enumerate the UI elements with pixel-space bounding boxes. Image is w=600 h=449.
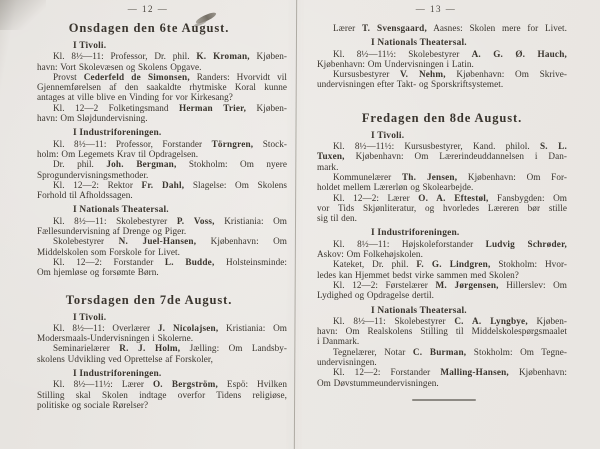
schedule-line: Lærer T. Svensgaard, Aasnes: Skolen mere for Livet. bbox=[333, 23, 567, 33]
schedule-line: undervisningen efter Takt- og Sporskriftsystemet. bbox=[317, 79, 504, 90]
day-heading: Fredagen den 8de August. bbox=[361, 110, 523, 125]
schedule-line: vor Tids Skjønliteratur, og hvorledes Læreren bør stille bbox=[317, 202, 567, 213]
schedule-line: sig til den. bbox=[317, 213, 357, 224]
schedule-line: Kl. 8½—11: Professor, Forstander Törngren, Stock- bbox=[53, 138, 287, 149]
page-left bbox=[37, 0, 287, 449]
schedule-line: Kl. 12—2: Forstander L. Budde, Holsteinsminde: bbox=[53, 256, 287, 267]
page-number-right: — 13 — bbox=[415, 4, 457, 14]
schedule-line: Kl. 12—2: Forstander Malling-Hansen, Kjøbenhavn: bbox=[333, 367, 567, 378]
schedule-line: Kommunelærer Th. Jensen, Kjøbenhavn: Om For- bbox=[333, 171, 567, 182]
schedule-line: havn: Om Sløjdundervisning. bbox=[37, 113, 148, 124]
schedule-line: Dr. phil. Joh. Bergman, Stokholm: Om nyere bbox=[53, 159, 287, 170]
schedule-line: Kl. 8½—11½: Skolebestyrer A. G. Ø. Hauch, bbox=[333, 48, 567, 59]
page-fold-gutter bbox=[294, 0, 297, 449]
venue-heading: I Tivoli. bbox=[73, 41, 107, 51]
schedule-line: antages at ville blive en Vinding for vor Kirkesang? bbox=[37, 92, 233, 103]
schedule-line: Kl. 12—2 Folketingsmand Herman Trier, Kjøben- bbox=[53, 102, 287, 113]
schedule-line: Kateket, Dr. phil. F. G. Lindgren, Stokholm: Hvor- bbox=[333, 259, 567, 270]
schedule-line: mark. bbox=[317, 161, 339, 172]
schedule-line: Tuxen, Kjøbenhavn: Om Lærerindeuddannelsen i Dan- bbox=[317, 151, 567, 162]
schedule-line: Sprogundervisningsmethoder. bbox=[37, 169, 149, 180]
schedule-line: Forhold til Afholdssagen. bbox=[37, 190, 133, 201]
schedule-line: i Danmark. bbox=[317, 336, 360, 347]
schedule-line: Skolebestyrer N. Juel-Hansen, Kjøbenhavn: Om bbox=[53, 236, 287, 247]
page-number-left: — 12 — bbox=[127, 4, 169, 14]
venue-heading: I Industriforeningen. bbox=[371, 228, 460, 239]
schedule-line: ledes kan Hjemmet bedst virke sammen med Skolen? bbox=[317, 269, 519, 280]
schedule-line: Modersmaals-Undervisningen i Skolerne. bbox=[37, 333, 194, 344]
schedule-line: Gjennemførelsen af den saakaldte rhytmiske Koral kunne bbox=[37, 82, 287, 93]
schedule-line: Kl. 12—2: Lærer O. A. Eftestøl, Fansbygden: Om bbox=[333, 192, 567, 203]
schedule-line: Kl. 12—2: Førstelærer M. Jørgensen, Hillerslev: Om bbox=[333, 279, 567, 290]
schedule-line: Kl. 8½—11: Overlærer J. Nicolajsen, Kristiania: Om bbox=[53, 322, 287, 333]
page-right bbox=[317, 0, 567, 449]
schedule-line: Kursusbestyrer V. Nehm, Kjøbenhavn: Om Skrive- bbox=[333, 69, 567, 80]
schedule-line: Kl. 8½—11½: Kursusbestyrer, Kand. philol. S. L. bbox=[333, 141, 567, 152]
schedule-line: Tegnelærer, Notar C. Burman, Stokholm: Om Tegne- bbox=[333, 346, 567, 357]
schedule-line: undervisningen. bbox=[317, 357, 377, 368]
schedule-line: Kl. 8½—11½: Lærer O. Bergström, Espö: Hvilken bbox=[53, 379, 287, 390]
schedule-line: skolens Udvikling ved Oprettelse af Forskoler, bbox=[37, 353, 213, 364]
schedule-line: holdet mellem Lærerløn og Skolearbejde. bbox=[317, 182, 474, 193]
schedule-line: Seminarielærer R. J. Holm, Jælling: Om Landsby- bbox=[53, 343, 287, 354]
schedule-line: havn: Om Realskolens Stilling til Middelskolespørgsmaalet bbox=[317, 326, 567, 337]
schedule-line: Kl. 12—2: Rektor Fr. Dahl, Slagelse: Om Skolens bbox=[53, 179, 287, 190]
section-end-divider bbox=[412, 399, 476, 401]
schedule-line: Lydighed og Opdragelse dertil. bbox=[317, 290, 435, 301]
schedule-line: Om hjemløse og forsømte Børn. bbox=[37, 267, 159, 278]
schedule-line: Om Døvstummeundervisningen. bbox=[317, 377, 439, 388]
venue-heading: I Nationals Theatersal. bbox=[371, 38, 467, 49]
schedule-line: Kl. 8½—11: Skolebestyrer C. A. Lyngbye, Kjøben- bbox=[333, 315, 567, 326]
schedule-line: holm: Om Legemets Krav til Opdragelsen. bbox=[37, 148, 199, 159]
schedule-line: Kl. 8½—11: Professor, Dr. phil. K. Kroman, Kjøben- bbox=[53, 51, 287, 62]
day-heading: Torsdagen den 7de August. bbox=[65, 292, 233, 307]
schedule-line: Stilling skal Skolen indtage overfor Tidens religiøse, bbox=[37, 389, 287, 400]
venue-heading: I Industriforeningen. bbox=[73, 369, 162, 380]
schedule-line: Kl. 8½—11: Skolebestyrer P. Voss, Kristiania: Om bbox=[53, 215, 287, 226]
day-heading: Onsdagen den 6te August. bbox=[68, 21, 230, 35]
schedule-line: Middelskolen som Forskole for Livet. bbox=[37, 246, 180, 257]
venue-heading: I Tivoli. bbox=[371, 130, 405, 141]
schedule-line: havn: Vort Skolevæsen og Skolens Opgave. bbox=[37, 61, 202, 72]
schedule-line: Kl. 8½—11: Højskoleforstander Ludvig Schrøder, bbox=[333, 238, 567, 249]
venue-heading: I Industriforeningen. bbox=[73, 128, 162, 139]
schedule-line: politiske og sociale Rørelser? bbox=[37, 399, 149, 410]
venue-heading: I Nationals Theatersal. bbox=[371, 305, 467, 316]
schedule-line: Askov: Om Folkehøjskolen. bbox=[317, 249, 423, 260]
schedule-line: Fællesundervisning af Drenge og Piger. bbox=[37, 226, 187, 237]
schedule-line: Provst Cederfeld de Simonsen, Randers: Hvorvidt vil bbox=[53, 71, 287, 82]
schedule-line: Kjøbenhavn: Om Undervisningen i Latin. bbox=[317, 58, 474, 69]
venue-heading: I Nationals Theatersal. bbox=[73, 205, 169, 216]
venue-heading: I Tivoli. bbox=[73, 312, 107, 323]
